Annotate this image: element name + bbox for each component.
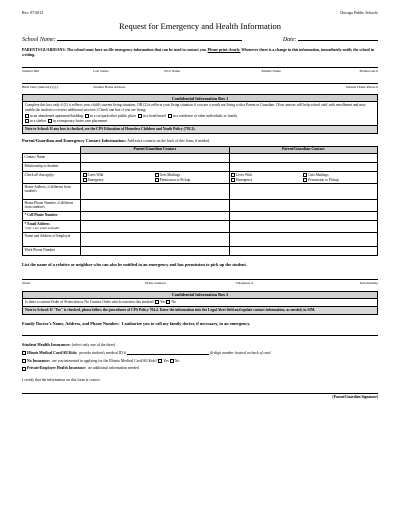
housing-option-residence[interactable]: in a residence of other individuals or family bbox=[168, 114, 238, 118]
homeroom-label: Homeroom # bbox=[359, 69, 379, 74]
checkbox-icon bbox=[25, 119, 29, 123]
contact-2-pickup[interactable]: Permission to Pickup bbox=[303, 178, 375, 182]
last-name-label: Last Name bbox=[93, 69, 109, 74]
table-row: Relationship to Student bbox=[23, 163, 378, 172]
relative-address-label: Home Address bbox=[145, 281, 166, 286]
relative-fields-line[interactable] bbox=[22, 279, 378, 285]
table-row: Name and Address of Employer bbox=[23, 233, 378, 247]
contact-2-checks bbox=[229, 172, 378, 184]
contact-1-header: Parent/Guardian Contact bbox=[81, 146, 230, 153]
revision-label: Rev. 07/2012 bbox=[22, 10, 44, 15]
school-date-line bbox=[22, 37, 378, 45]
medical-id-field[interactable] bbox=[127, 351, 209, 355]
checkbox-icon[interactable] bbox=[22, 359, 26, 363]
contact-1-pickup[interactable]: Permission to Pickup bbox=[155, 178, 227, 182]
relative-phone-label: Telephone # bbox=[235, 281, 254, 286]
relative-relationship-label: Relationship bbox=[360, 281, 378, 286]
contact-1-gets-mailings[interactable]: Gets Mailings bbox=[155, 173, 227, 177]
relative-question: List the name of a relative or neighbor who can also be notified in an emergency and has permission to pick up the student. bbox=[22, 262, 247, 268]
contacts-corner bbox=[23, 146, 81, 153]
checkbox-icon bbox=[85, 114, 89, 118]
checkbox-icon bbox=[231, 173, 235, 177]
order-no-option[interactable]: No bbox=[166, 300, 176, 304]
checkbox-icon bbox=[155, 173, 159, 177]
form-title: Request for Emergency and Health Information bbox=[119, 21, 281, 31]
contact-2-address-cell[interactable] bbox=[229, 184, 378, 200]
checkbox-icon bbox=[168, 114, 172, 118]
order-yes-option[interactable]: Yes bbox=[155, 300, 165, 304]
contact-1-email-cell[interactable] bbox=[81, 221, 230, 233]
student-info-line-2[interactable] bbox=[22, 83, 378, 89]
school-name-field[interactable]: School Name: bbox=[22, 37, 242, 45]
contacts-section-title: Parent/Guardian and Emergency Contact Information: Add extra contacts on the back of this form, if needed. bbox=[22, 137, 210, 143]
insurance-title: Student Health Insurance: (select only one of the three) bbox=[22, 342, 116, 348]
checkbox-icon bbox=[166, 300, 170, 304]
checkbox-icon bbox=[303, 178, 307, 182]
contact-1-address-cell[interactable] bbox=[81, 184, 230, 200]
contact-2-lives-with[interactable]: Lives With bbox=[231, 173, 303, 177]
checkbox-icon[interactable] bbox=[22, 367, 26, 371]
contact-2-relationship-cell[interactable] bbox=[229, 163, 378, 172]
family-doctor-field[interactable] bbox=[22, 326, 378, 336]
student-info-line-1[interactable] bbox=[22, 67, 378, 73]
organization-name: Chicago Public Schools bbox=[339, 10, 378, 15]
home-phone-label: Student Home Phone # bbox=[345, 84, 378, 89]
first-name-label: First Name bbox=[164, 69, 181, 74]
confidential-box-1 bbox=[22, 94, 378, 134]
contact-1-work-phone-cell[interactable] bbox=[81, 247, 230, 256]
table-row: Home Address, if different from student's bbox=[23, 184, 378, 200]
contact-2-gets-mailings[interactable]: Gets Mailings bbox=[303, 173, 375, 177]
table-row: * Email Address *only 1 per email available bbox=[23, 221, 378, 233]
checkbox-icon[interactable] bbox=[22, 351, 26, 355]
conf-box-2-note: Note to School: If "Yes" is checked, please follow the procedures of CPS Policy 704.4. Enter the information into the Legal Alert field and update contact information, as needed, in SIM. bbox=[23, 306, 377, 314]
relative-name-label: Name bbox=[22, 281, 31, 286]
housing-option-shelter[interactable]: in a shelter bbox=[25, 119, 46, 123]
checkbox-icon[interactable] bbox=[158, 359, 162, 363]
contact-1-relationship-cell[interactable] bbox=[81, 163, 230, 172]
housing-option-abandoned[interactable]: in an abandoned apartment/building bbox=[25, 114, 83, 118]
checkbox-icon bbox=[155, 300, 159, 304]
contact-1-name-cell[interactable] bbox=[81, 154, 230, 163]
contact-1-checks bbox=[81, 172, 230, 184]
conf-box-1-body: Complete this box only if (1) it reflects your child's current living situation, OR (2) it reflects your living situation if you are a youth not living with a Parent or Guardian. (Your answer will help school staff with enrollment and may enable the student to receive additional services.) Check one box if you are living: in an abandoned apartment/building in a car/park/other public place in a hotel/motel in a residence of other individuals or family in a shelter in a temporary foster care placement bbox=[25, 103, 366, 124]
conf-box-2-body: Is there a current Order of Protection or No Contact Order which concerns this student? Yes No bbox=[25, 300, 176, 305]
conf-box-1-heading: Confidential Information Box 1 bbox=[23, 95, 377, 102]
table-row: * Cell Phone Number bbox=[23, 212, 378, 221]
contact-1-cell-phone-cell[interactable] bbox=[81, 212, 230, 221]
table-row: Work Phone Number bbox=[23, 247, 378, 256]
conf-box-2-heading: Confidential Information Box 2 bbox=[23, 292, 377, 299]
housing-option-hotel[interactable]: in a hotel/motel bbox=[138, 114, 166, 118]
home-address-label: Student Home Address bbox=[93, 84, 126, 89]
table-row: Check all that apply: Lives With Gets Mailings Emergency Permission to Pickup Lives With Gets Mailings Emergency Permission to Pickup bbox=[23, 172, 378, 184]
conf-box-1-note: Note to School: If any box is checked, see the CPS Education of Homeless Children and Youth Policy (702.3). bbox=[23, 125, 377, 133]
contact-2-email-cell[interactable] bbox=[229, 221, 378, 233]
parent-signature-line[interactable]: (Parent/Guardian Signature) bbox=[22, 393, 378, 400]
date-field[interactable]: Date: bbox=[283, 37, 378, 45]
checkbox-icon[interactable] bbox=[170, 359, 174, 363]
parent-instructions: PARENTS/GUARDIANS: The school must have on file emergency information that can be used to contact you. Please print clearly. Whenever there is a change in this information, immediately notify the school in writing. bbox=[22, 48, 374, 58]
contact-2-employer-cell[interactable] bbox=[229, 233, 378, 247]
confidential-box-2 bbox=[22, 291, 378, 315]
middle-name-label: Middle Name bbox=[261, 69, 281, 74]
insurance-none-option[interactable]: No Insurance: are you interested in applying for the Illinois Medical Card/All Kids? Yes No bbox=[22, 359, 378, 364]
contact-2-cell-phone-cell[interactable] bbox=[229, 212, 378, 221]
certification-text: I certify that the information on this form is correct. bbox=[22, 378, 101, 382]
housing-option-car-park[interactable]: in a car/park/other public place bbox=[85, 114, 136, 118]
checkbox-icon bbox=[83, 178, 87, 182]
contact-2-emergency[interactable]: Emergency bbox=[231, 178, 303, 182]
checkbox-icon bbox=[83, 173, 87, 177]
table-row: Contact Name bbox=[23, 154, 378, 163]
contact-2-header: Parent/Guardian Contact bbox=[229, 146, 378, 153]
checkbox-icon bbox=[303, 173, 307, 177]
insurance-illinois-option[interactable]: Illinois Medical Card/All Kids: provide student's medical ID # (6-digit number located on back of card bbox=[22, 351, 378, 356]
student-id-label: Student ID# bbox=[22, 69, 40, 74]
housing-option-foster[interactable]: in a temporary foster care placement bbox=[48, 119, 107, 123]
family-doctor-label: Family Doctor's Name, Address, and Phone Number: I authorize you to call my family doctor, if necessary, in an emergency. bbox=[22, 320, 251, 326]
contact-1-lives-with[interactable]: Lives With bbox=[83, 173, 155, 177]
contact-2-work-phone-cell[interactable] bbox=[229, 247, 378, 256]
contact-2-name-cell[interactable] bbox=[229, 154, 378, 163]
insurance-private-option[interactable]: Private/Employer Health Insurance: no additional information needed bbox=[22, 366, 378, 371]
checkbox-icon bbox=[138, 114, 142, 118]
form-meta bbox=[22, 10, 378, 15]
contact-1-employer-cell[interactable] bbox=[81, 233, 230, 247]
contact-1-emergency[interactable]: Emergency bbox=[83, 178, 155, 182]
checkbox-icon bbox=[231, 178, 235, 182]
checkbox-icon bbox=[155, 178, 159, 182]
table-row: Home Phone Number, if different from student's bbox=[23, 200, 378, 212]
contact-2-home-phone-cell[interactable] bbox=[229, 200, 378, 212]
contact-1-home-phone-cell[interactable] bbox=[81, 200, 230, 212]
birth-date-label: Birth Date (mm/dd/yyyy) bbox=[22, 84, 58, 89]
checkbox-icon bbox=[25, 114, 29, 118]
checkbox-icon bbox=[48, 119, 52, 123]
emergency-health-form bbox=[22, 10, 378, 399]
contacts-table bbox=[22, 146, 378, 257]
